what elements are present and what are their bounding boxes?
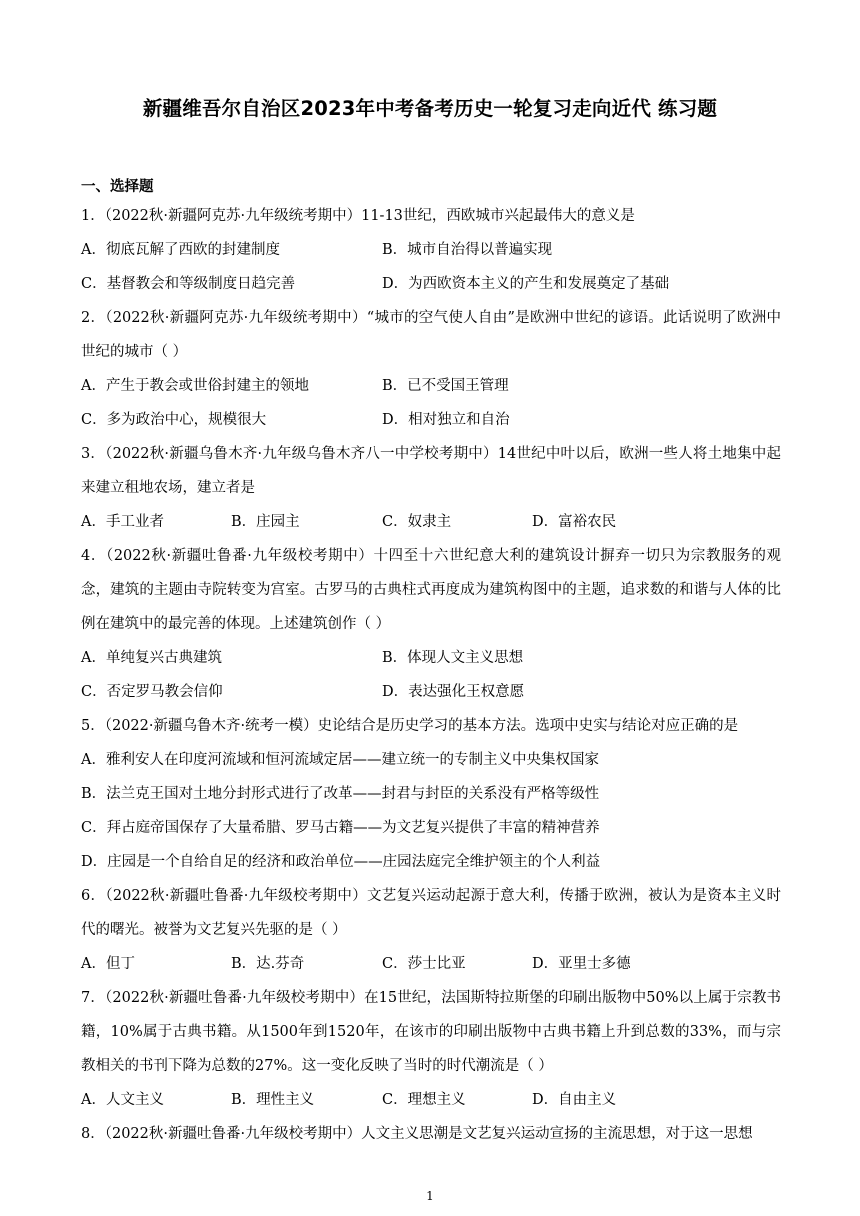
question-list [81,199,781,1151]
answer-option-d: D．庄园是一个自给自足的经济和政治单位——庄园法庭完全维护领主的个人利益 [81,854,601,870]
option-row [81,743,781,777]
answer-option-b: B．庄园主 [231,514,300,530]
option-row [81,267,781,301]
answer-option-c: C．奴隶主 [382,514,452,530]
answer-option-a: A．单纯复兴古典建筑 [81,650,222,666]
question-stem: 4．（2022秋·新疆吐鲁番·九年级校考期中）十四至十六世纪意大利的建筑设计摒弃一切只为宗教服务的观念，建筑的主题由寺院转变为宫室。古罗马的古典柱式再度成为建筑构图中的主题，追求数的和谐与人体的比例在建筑中的最完善的体现。上述建筑创作（ ） [81,548,781,632]
answer-option-c: C．拜占庭帝国保存了大量希腊、罗马古籍——为文艺复兴提供了丰富的精神营养 [81,820,600,836]
question-3 [81,437,781,539]
answer-option-d: D．富裕农民 [532,514,617,530]
page-number: 1 [426,1189,434,1203]
answer-option-c: C．否定罗马教会信仰 [81,684,223,700]
question-1 [81,199,781,301]
answer-option-a: A．但丁 [81,956,135,972]
question-stem: 8．（2022秋·新疆吐鲁番·九年级校考期中）人文主义思潮是文艺复兴运动宣扬的主流思想，对于这一思想 [81,1126,753,1142]
answer-option-d: D．表达强化王权意愿 [382,684,525,700]
question-5 [81,709,781,879]
option-row [81,505,781,539]
answer-option-d: D．自由主义 [532,1092,617,1108]
option-row [81,369,781,403]
option-row [81,403,781,437]
answer-option-c: C．理想主义 [382,1092,466,1108]
option-row [81,811,781,845]
page-title: 新疆维吾尔自治区2023年中考备考历史一轮复习走向近代 练习题 [142,97,718,120]
question-2 [81,301,781,437]
option-row [81,641,781,675]
answer-option-b: B．已不受国王管理 [382,378,509,394]
question-stem: 5．（2022·新疆乌鲁木齐·统考一模）史论结合是历史学习的基本方法。选项中史实与结论对应正确的是 [81,718,739,734]
answer-option-a: A．产生于教会或世俗封建主的领地 [81,378,309,394]
answer-option-b: B．理性主义 [231,1092,315,1108]
question-8 [81,1117,781,1151]
question-stem: 2．（2022秋·新疆阿克苏·九年级统考期中）“城市的空气使人自由”是欧洲中世纪的谚语。此话说明了欧洲中世纪的城市（ ） [81,310,781,360]
answer-option-a: A．雅利安人在印度河流域和恒河流域定居——建立统一的专制主义中央集权国家 [81,752,599,768]
answer-option-a: A．手工业者 [81,514,164,530]
option-row [81,845,781,879]
question-stem: 7．（2022秋·新疆吐鲁番·九年级校考期中）在15世纪，法国斯特拉斯堡的印刷出版物中50%以上属于宗教书籍，10%属于古典书籍。从1500年到1520年，在该市的印刷出版物中古典书籍上升到总数的33%，而与宗教相关的书刊下降为总数的27%。这一变化反映了当时的时代潮流是（ ） [81,990,781,1074]
answer-option-c: C．基督教会和等级制度日趋完善 [81,276,296,292]
answer-option-d: D．相对独立和自治 [382,412,510,428]
answer-option-b: B．法兰克王国对土地分封形式进行了改革——封君与封臣的关系没有严格等级性 [81,786,600,802]
answer-option-c: C．多为政治中心，规模很大 [81,412,267,428]
answer-option-b: B．城市自治得以普遍实现 [382,242,553,258]
question-stem: 3．（2022秋·新疆乌鲁木齐·九年级乌鲁木齐八一中学校考期中）14世纪中叶以后，欧洲一些人将土地集中起来建立租地农场，建立者是 [81,446,781,496]
question-stem: 6．（2022秋·新疆吐鲁番·九年级校考期中）文艺复兴运动起源于意大利，传播于欧洲，被认为是资本主义时代的曙光。被誉为文艺复兴先驱的是（ ） [81,888,781,938]
answer-option-b: B．达.芬奇 [231,956,305,972]
answer-option-a: A．人文主义 [81,1092,164,1108]
section-heading: 一、选择题 [81,179,154,195]
question-4 [81,539,781,709]
question-6 [81,879,781,981]
option-row [81,1083,781,1117]
question-7 [81,981,781,1117]
answer-option-c: C．莎士比亚 [382,956,466,972]
option-row [81,777,781,811]
answer-option-b: B．体现人文主义思想 [382,650,524,666]
answer-option-a: A．彻底瓦解了西欧的封建制度 [81,242,280,258]
option-row [81,675,781,709]
answer-option-d: D．为西欧资本主义的产生和发展奠定了基础 [382,276,670,292]
question-stem: 1．（2022秋·新疆阿克苏·九年级统考期中）11-13世纪，西欧城市兴起最伟大的意义是 [81,208,635,224]
answer-option-d: D．亚里士多德 [532,956,631,972]
option-row [81,233,781,267]
option-row [81,947,781,981]
